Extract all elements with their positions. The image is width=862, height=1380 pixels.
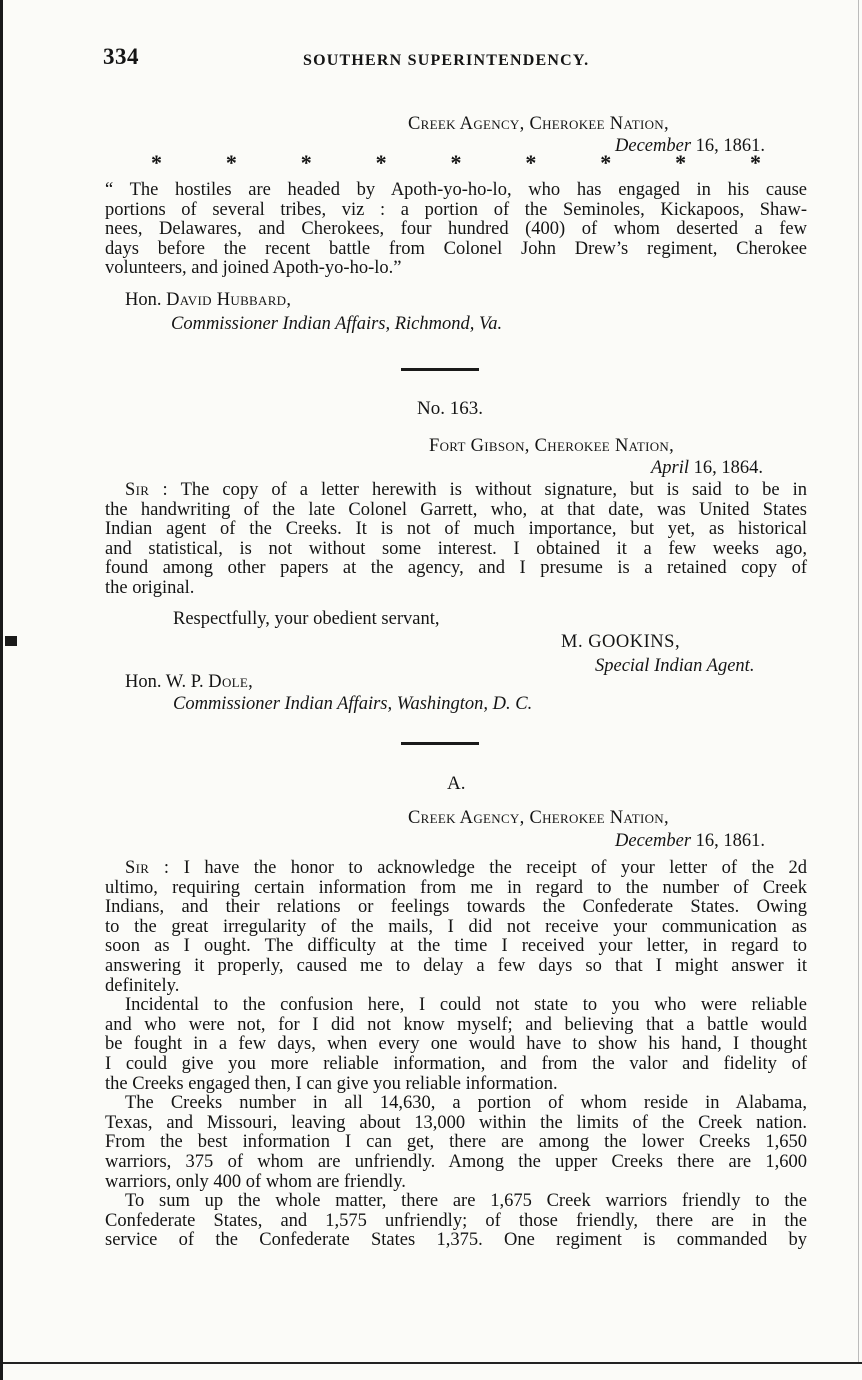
asterisk: * [450, 150, 462, 175]
body-line: To sum up the whole matter, there are 1,675 Creek warriors friendly to the [125, 1191, 807, 1212]
section-divider [401, 742, 479, 745]
addressee-prefix: Hon. [125, 290, 162, 310]
body-line: ultimo, requiring certain information from me in regard to the number of Creek [105, 877, 807, 898]
addressee-name: Dole, [208, 672, 254, 692]
body-line: warriors, only 400 of whom are friendly. [105, 1171, 406, 1192]
salutation: Sir : [125, 858, 170, 878]
body-line: soon as I ought. The difficulty at the time I received your letter, in regard to [105, 936, 807, 957]
letter1-place: Creek Agency, Cherokee Nation, [408, 114, 669, 134]
letter3-date-month: December [615, 831, 692, 851]
body-line: Confederate States, and 1,575 unfriendly; of those friendly, there are in the [105, 1210, 807, 1231]
letter2-addressee-title: Commissioner Indian Affairs, Washington, D. C. [173, 694, 533, 714]
body-line: the Creeks engaged then, I can give you reliable information. [105, 1073, 558, 1094]
asterisk: * [525, 150, 537, 175]
margin-mark [5, 636, 17, 646]
section-divider [401, 368, 479, 371]
body-line: to the great irregularity of the mails, I did not receive your communication as [105, 916, 807, 937]
letter2-closing: Respectfully, your obedient servant, [173, 609, 440, 629]
body-line: be fought in a few days, when every one would have to show his hand, I thought [105, 1034, 807, 1055]
quote-line: portions of several tribes, viz : a portion of the Seminoles, Kickapoos, Shaw- [105, 199, 807, 220]
quote-line: nees, Delawares, and Cherokees, four hundred (400) of whom deserted a few [105, 219, 807, 240]
page-header [103, 44, 803, 74]
letter2-addressee [125, 672, 253, 693]
page-bottom-edge [3, 1362, 862, 1364]
letter2-date-month: April [651, 458, 690, 478]
page-edge [858, 0, 859, 1362]
letter2-date-rest: 16, 1864. [689, 458, 764, 478]
quote-line: “ The hostiles are headed by Apoth-yo-ho-lo, who has engaged in his cause [105, 180, 807, 200]
salutation: Sir : [125, 480, 168, 500]
asterisk: * [750, 150, 761, 175]
page-number: 334 [103, 44, 139, 69]
letter1-addressee-title: Commissioner Indian Affairs, Richmond, Va. [171, 314, 503, 334]
body-line: From the best information I can get, there are among the lower Creeks 1,650 [105, 1132, 807, 1153]
ellipsis-asterisks [151, 150, 761, 176]
body-line: Indian agent of the Creeks. It is not of much importance, but yet, as historical [105, 519, 807, 540]
letter1-date-month: December [615, 136, 692, 156]
letter2-number: No. 163. [417, 398, 483, 419]
letter2-signature-title: Special Indian Agent. [595, 656, 755, 676]
asterisk: * [600, 150, 612, 175]
letter2-place: Fort Gibson, Cherokee Nation, [429, 436, 675, 456]
body-line: found among other papers at the agency, and I presume is a retained copy of [105, 558, 807, 579]
body-line: Sir : I have the honor to acknowledge the receipt of your letter of the 2d [125, 858, 808, 878]
addressee-name: David Hubbard, [166, 290, 292, 310]
body-line: answering it properly, caused me to delay a few days so that I might answer it [105, 955, 807, 976]
running-head: SOUTHERN SUPERINTENDENCY. [303, 52, 590, 69]
asterisk: * [225, 150, 237, 175]
body-line: Incidental to the confusion here, I could not state to you who were reliable [125, 995, 807, 1016]
quote-line: volunteers, and joined Apoth-yo-ho-lo.” [105, 258, 402, 279]
letter2-signature: M. GOOKINS, [561, 632, 681, 652]
asterisk: * [151, 150, 162, 175]
body-line: warriors, 375 of whom are unfriendly. Among the upper Creeks there are 1,600 [105, 1151, 807, 1172]
body-line: the original. [105, 577, 195, 598]
asterisk: * [300, 150, 312, 175]
body-line: Texas, and Missouri, leaving about 13,000 within the limits of the Creek nation. [105, 1112, 807, 1133]
letter3-place: Creek Agency, Cherokee Nation, [408, 808, 669, 828]
body-line: the handwriting of the late Colonel Garrett, who, at that date, was United States [105, 499, 807, 520]
letter3-heading: A. [447, 773, 466, 794]
letter3-date [615, 831, 765, 852]
body-line: I could give you more reliable information, and from the valor and fidelity of [105, 1053, 807, 1074]
letter2-body [105, 481, 807, 599]
asterisk: * [375, 150, 387, 175]
letter1-date-rest: 16, 1861. [691, 136, 766, 156]
letter1-quote [105, 181, 807, 279]
body-line: The Creeks number in all 14,630, a portion of whom reside in Alabama, [125, 1093, 807, 1114]
body-line: and who were not, for I did not know myself; and believing that a battle would [105, 1014, 807, 1035]
addressee-prefix: Hon. W. P. [125, 672, 204, 692]
quote-line: days before the recent battle from Colonel John Drew’s regiment, Cherokee [105, 238, 807, 259]
body-line: Indians, and their relations or feelings towards the Confederate States. Owing [105, 897, 807, 918]
letter2-date [651, 458, 763, 479]
letter3-body [105, 859, 807, 1251]
body-line: and statistical, is not without some interest. I obtained it a few weeks ago, [105, 538, 807, 559]
body-line: service of the Confederate States 1,375. One regiment is commanded by [105, 1230, 807, 1251]
body-line: definitely. [105, 975, 180, 996]
asterisk: * [675, 150, 687, 175]
body-line: Sir : The copy of a letter herewith is without signature, but is said to be in [125, 480, 807, 500]
letter3-date-rest: 16, 1861. [691, 831, 766, 851]
letter1-addressee [125, 290, 291, 311]
